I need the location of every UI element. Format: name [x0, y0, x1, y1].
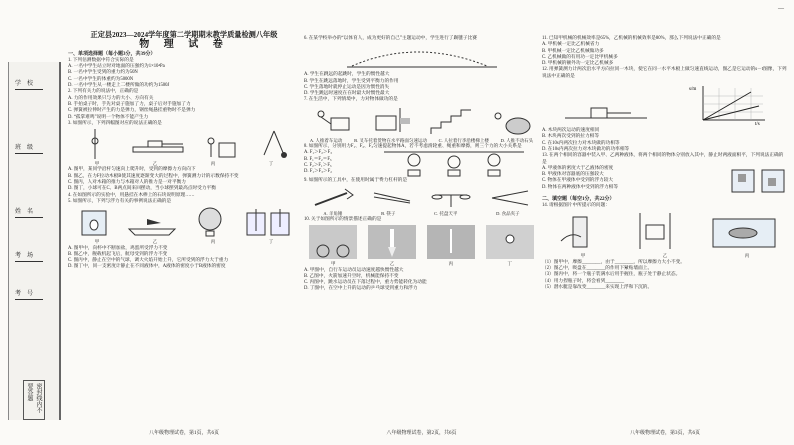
claw-hammer-figure [311, 187, 355, 209]
caption: D. 食品夹子 [496, 210, 520, 216]
option-line: B. 甲液体对容器底的压强较大 [542, 172, 604, 178]
figure-q7 [304, 106, 539, 136]
option-line: A. 图甲，某同学沿杆匀速向上爬升时，受到的摩擦力方向向下 [68, 167, 196, 173]
question-line: 5. 如图所示，下列与浮力有关的事例说法正确的是 [68, 198, 172, 204]
binding-strip [8, 62, 61, 420]
pushing-rock-figure [488, 106, 532, 136]
page-2 [304, 22, 539, 437]
option-line: D. 图丁，小球可在C、B两点间来回摆动，当小球摆到最高点时受力平衡 [68, 186, 216, 192]
caption: 丁 [268, 239, 274, 245]
blank-line: （1）图甲中，摩擦________，由于________，所以摩擦力大小不变。 [542, 259, 685, 265]
two-containers-figure [728, 166, 788, 194]
option-line: B. 图乙中，舰载机起飞后，航母受到的浮力不变 [68, 251, 168, 257]
option-line: A. 甲液体的密度大于乙液体的密度 [542, 165, 614, 171]
question-line: 4. 在如图所示的实验中，用悬挂在木棒上的石块说明原理…… [68, 192, 195, 198]
option-line: D. 物体在两种液体中受到的浮力相等 [542, 184, 619, 190]
question-line: 7. 在生活中，下列情境中，力对物体做功的是 [304, 97, 398, 103]
option-line: C. 一名中学生的体重约为5000N [68, 76, 134, 82]
option-line: B. 图乙，在力F拉动木板B使其速度逐渐变大的过程中，弹簧测力计的示数保持不变 [68, 173, 239, 179]
option-line: A. 一名中学生站立时对地面的压强约为1×10⁴Pa [68, 64, 165, 70]
option-line: A. F₁＞F₂＞F₃ [304, 150, 332, 156]
option-line: C. 丙图中，跳水运动员在下落过程中，重力势能转化为动能 [304, 280, 427, 286]
caption: 乙 [152, 161, 158, 167]
caption: C. 托盘天平 [434, 210, 458, 216]
question-line: 6. 在某学校举办的“以体育人，成为更好的自己”主题运动中，学生进行了踢毽子比赛 [304, 36, 477, 41]
food-tongs-figure [488, 187, 532, 209]
caption: A. 羊角锤 [323, 210, 343, 216]
figure-q14 [542, 211, 788, 251]
caption: A. 人推着车运动 [309, 137, 343, 143]
caption: 丙 [210, 239, 216, 245]
binding-field-name: 姓 名 [15, 206, 51, 218]
question-line: 1. 下列估测数据中符合实际的是 [68, 57, 134, 63]
figure-q5 [68, 207, 300, 237]
option-line: B. 木块两次受到的拉力相等 [542, 134, 600, 140]
balance-scale-figure [429, 187, 473, 209]
exam-title: 正定县2023—2024学年度第二学期期末教学质量检测八年级 [90, 31, 278, 39]
page-footer: 八年级物理试卷，第1页，共6页 [148, 430, 219, 436]
forklift-figure [370, 106, 414, 136]
option-line: D. 丁图中，在空中上升的运动的乒乓球受到重力和浮力 [304, 286, 418, 292]
caption: B. 筷子 [381, 210, 396, 216]
binding-field-school: 学 校 [15, 78, 51, 90]
section-heading: 一、单项选择题（每小题3分，共39分） [68, 51, 156, 57]
caption: 丙 [744, 253, 750, 259]
blank-line: （2）图乙中，吸盘在________的作用下紧贴墙面上。 [542, 266, 653, 272]
binding-note: 密封线内不要答题 [23, 380, 45, 420]
option-line: C. 乙机械做的有用功一定比甲机械多 [542, 54, 618, 60]
option-line: A. 甲机械一定比乙机械省力 [542, 42, 600, 48]
ping-pong-photo [486, 225, 534, 259]
caption: 甲 [580, 253, 586, 259]
exam-subject: 物 理 试 卷 [139, 39, 229, 51]
long-jump-figure [347, 44, 497, 70]
caption: D. 人推不动石头 [500, 137, 534, 143]
option-line: D. 在10s内两次拉力对木块做功的功率相等 [542, 146, 630, 152]
blank-line: （5）潜水艇是靠改变________来实现上浮和下沉的。 [542, 284, 653, 290]
caption: C. 人拉着行李沿楼梯上楼 [438, 137, 489, 143]
hot-air-balloon-figure [192, 207, 228, 237]
option-line: D. F₁＞F₃＞F₂ [304, 169, 332, 175]
caption: 甲 [331, 261, 336, 267]
option-line: C. 学生落地时就停止运动是因为惯性消失 [304, 84, 390, 90]
option-line: A. 甲图中，自行车运动员运动速度越快惯性越大 [304, 267, 404, 273]
question-line: 10. 关于如图所示的情景描述正确的是 [304, 216, 382, 222]
page-mark: — [778, 6, 784, 12]
figure-q12 [542, 82, 788, 126]
block-on-board-figure [561, 90, 651, 126]
rocket-launch-photo [368, 225, 416, 259]
s-t-graph [689, 82, 769, 126]
option-line: C. 图丙，人对木箱的推力与木箱对人的推力是一对平衡力 [68, 180, 186, 186]
option-line: A. 学生在跳远的起跳时，学生的惯性越大 [304, 72, 390, 78]
caption: 乙 [662, 253, 668, 259]
suction-cup-figure [630, 211, 690, 251]
q13-options [542, 166, 618, 194]
option-line: A. 图甲中，向杯中不断加盐，鸡蛋所受浮力不变 [68, 245, 168, 251]
egg-in-water-figure [76, 207, 112, 237]
x-axis-label: t/s [755, 122, 760, 127]
pulley-figure [384, 150, 524, 178]
submarine-figure [709, 211, 779, 251]
caption: 丙 [210, 161, 216, 167]
figure-q6 [304, 44, 539, 70]
option-line: C. 弹簧被拉伸时产生的力是弹力，钢丝绳悬挂重物时不是弹力 [68, 108, 196, 114]
question-line: 13. 在两个相同的容器中装入甲、乙两种液体，将两个相同的物体分别放入其中，静止时两液面相平，下列说法正确的是 [542, 153, 784, 165]
option-line: A. 力的作用效果只与力的大小、方向有关 [68, 95, 154, 101]
option-line: C. F₂＞F₁＞F₃ [304, 162, 332, 168]
option-line: B. 一名中学生受到的重力约为50N [68, 70, 138, 76]
option-line: B. F₁＝F₂＝F₃ [304, 156, 332, 162]
option-line: D. 图丁中，同一支密度计静止在不同液体中，A液体的密度小于B液体的密度 [68, 264, 226, 270]
option-line: B. 学生在跳远落地时，学生受到平衡力的作用 [304, 78, 399, 84]
option-line: D. 甲机械的额外功一定比乙机械多 [542, 61, 614, 67]
pushing-cart-figure [311, 106, 355, 136]
option-line: C. 物体在甲液体中受到的浮力较大 [542, 178, 614, 184]
spring-scale-board-figure [128, 129, 188, 159]
option-line: D. 一名中学生从一楼走上二楼所做的功约为1500J [68, 83, 170, 89]
caption: 丁 [268, 161, 274, 167]
page-footer: 八年级物理试卷，第2页，共6页 [386, 430, 457, 436]
caption: 丁 [507, 261, 512, 267]
question-line: 11. 已知甲机械的机械效率是65%，乙机械的机械效率是80%，那么下列说法中正确的是 [542, 36, 721, 41]
option-line: B. 手拍桌子时，手先对桌子施加了力，桌子后对手施加了力 [68, 101, 191, 107]
section-heading: 二、填空题（每空1分，共22分） [542, 196, 615, 202]
caption: 甲 [94, 161, 100, 167]
cyclist-photo [309, 225, 357, 259]
q8-options [304, 150, 384, 178]
option-line: D. “孤掌难鸣”说明一个物体不能产生力 [68, 114, 149, 120]
binding-field-room: 考 场 [15, 250, 51, 262]
page-footer: 八年级物理试卷，第3页，共6页 [629, 430, 700, 436]
figure-q9 [304, 187, 539, 209]
option-line: C. 在10s内两次拉力对木块做的功相等 [542, 140, 620, 146]
page-3 [542, 22, 788, 437]
option-line: B. 乙图中，火箭加速升空时，机械能保持不变 [304, 273, 399, 279]
aircraft-carrier-figure [127, 207, 177, 237]
caption: 乙 [152, 239, 158, 245]
question-line: 2. 下列有关力的说法中，正确的是 [68, 89, 139, 95]
pushing-box-figure [201, 129, 241, 159]
climbing-pole-figure [75, 129, 115, 159]
bottle-figure [551, 211, 611, 251]
binding-field-id: 考 号 [15, 288, 51, 300]
figure-q10 [304, 225, 539, 259]
option-line: A. 木块两次运动的速度相同 [542, 128, 600, 134]
stairs-figure [429, 106, 473, 136]
binding-field-class: 班 级 [15, 142, 51, 154]
caption: 丙 [448, 261, 454, 267]
pendulum-figure [254, 129, 294, 159]
question-line: 12. 用弹簧测力计两次沿水平方向拉同一木块，使它在同一水平木板上做匀速直线运动，图乙是它运动的s－t图像，下列说法中正确的是 [542, 67, 787, 79]
question-line: 3. 如图所示，下列四幅图对应的说法正确的是 [68, 120, 162, 126]
y-axis-label: s/m [689, 87, 697, 93]
hydrometer-figure [243, 207, 293, 237]
q13-block [542, 166, 788, 194]
q8-block [304, 150, 539, 178]
figure-q3 [68, 129, 300, 159]
question-line: 9. 如图所示的工具中，在使用时属于费力杠杆的是 [304, 178, 408, 184]
page-1 [68, 22, 300, 437]
option-line: D. 学生跳远时速度在在时最大时惯性最大 [304, 91, 390, 97]
question-line: 14. 请根据图片中所提示的问题： [542, 203, 610, 209]
blank-line: （3）图丙中，将一个瓶子装满水后用手握住，瓶子处于静止状态。 [542, 272, 681, 278]
option-line: B. 甲机械一定比乙机械做功多 [542, 48, 604, 54]
caption: 乙 [389, 261, 395, 267]
chopsticks-figure [370, 187, 414, 209]
caption: B. 叉车托着货物在水平路面匀速运动 [354, 137, 427, 143]
diver-photo [427, 225, 475, 259]
option-line: C. 图丙中，静止在空中的气球，调大火焰开始上升，它所受到的浮力大于重力 [68, 258, 229, 264]
question-line: 8. 如图所示，分别用力F₁、F₂、F₃匀速提起物体A，若不考虑滑轮重、绳重和摩擦，则三个力的大小关系是 [304, 144, 522, 150]
caption: 甲 [94, 239, 100, 245]
blank-line: （4）用力捏瓶子时，将会看到________ [542, 278, 625, 284]
